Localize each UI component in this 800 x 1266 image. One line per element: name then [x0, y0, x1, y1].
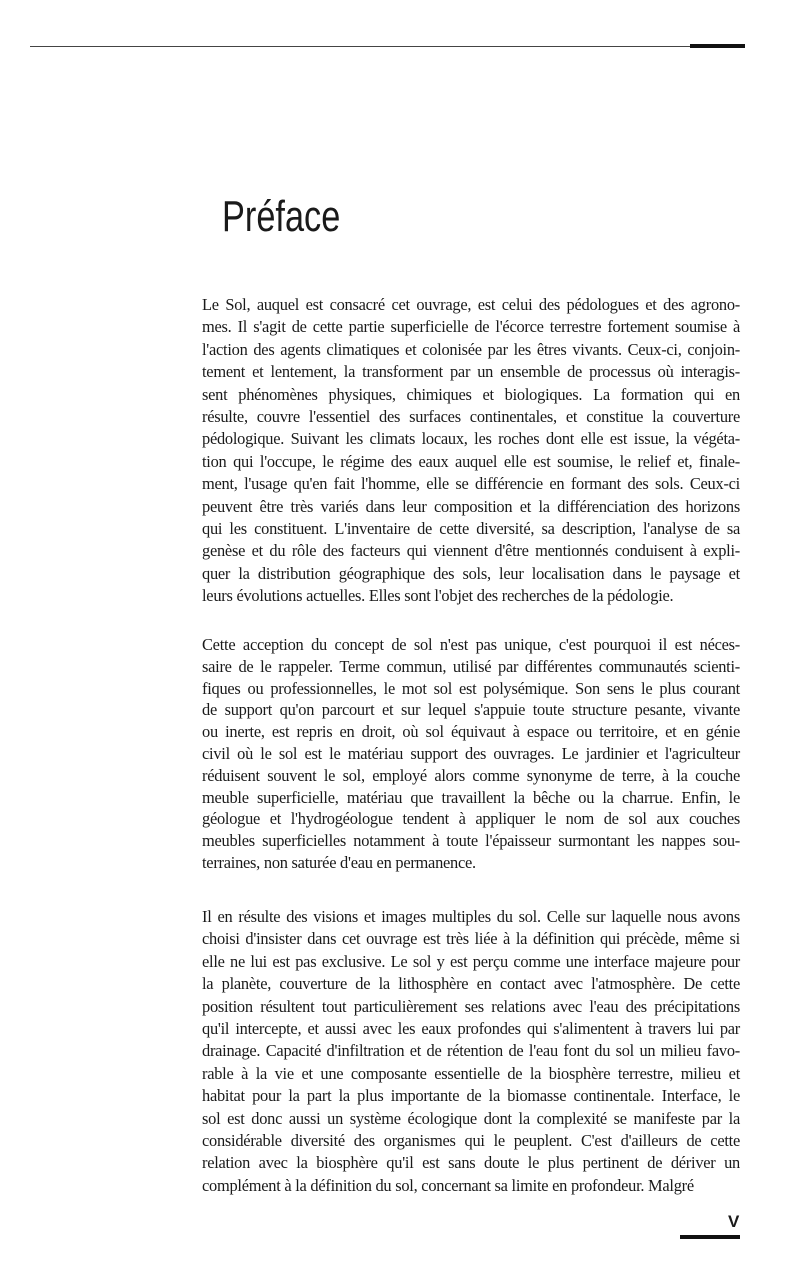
text-line: mes. Il s'agit de cette partie superficielle de l'écorce terrestre fortement soumise à — [202, 317, 740, 337]
text-line: tion qui l'occupe, le régime des eaux auquel elle est soumise, le relief et, finale- — [202, 451, 740, 471]
text-line: la planète, couverture de la lithosphère en contact avec l'atmosphère. De cette — [202, 974, 740, 994]
text-line: position résultent tout particulièrement ses relations avec l'eau des précipitations — [202, 996, 740, 1016]
text-line: drainage. Capacité d'infiltration et de rétention de l'eau font du sol un milieu favo- — [202, 1041, 740, 1061]
paragraph-1 — [202, 294, 740, 607]
text-line: l'action des agents climatiques et colonisée par les êtres vivants. Ceux-ci, conjoin- — [202, 339, 740, 359]
text-line: civil où le sol est le matériau support des ouvrages. Le jardinier et l'agriculteur — [202, 743, 740, 763]
text-line: genèse et du rôle des facteurs qui viennent d'être mentionnés conduisent à expli- — [202, 541, 740, 561]
text-line: complément à la définition du sol, concernant sa limite en profondeur. Malgré — [202, 1175, 694, 1195]
page-number: V — [728, 1212, 740, 1231]
text-line: meuble superficielle, matériau que travaillent la bêche ou la charrue. Enfin, le — [202, 787, 740, 807]
text-line: leurs évolutions actuelles. Elles sont l'objet des recherches de la pédologie. — [202, 586, 674, 606]
text-line: relation avec la biosphère qu'il est sans doute le plus pertinent de dériver un — [202, 1153, 740, 1173]
text-line: tement et lentement, la transforment par un ensemble de processus où interagis- — [202, 362, 740, 382]
text-line: quer la distribution géographique des sols, leur localisation dans le paysage et — [202, 563, 740, 583]
paragraph-3 — [202, 906, 740, 1197]
text-line: fiques ou professionnelles, le mot sol est polysémique. Son sens le plus courant — [202, 678, 740, 698]
text-line: pédologique. Suivant les climats locaux, les roches dont elle est issue, la végéta- — [202, 429, 740, 449]
page-number-rule — [680, 1235, 740, 1239]
text-line: résulte, couvre l'essentiel des surfaces continentales, et constitue la couverture — [202, 406, 740, 426]
text-line: rable à la vie et une composante essentielle de la biosphère terrestre, milieu et — [202, 1063, 740, 1083]
text-line: Le Sol, auquel est consacré cet ouvrage, est celui des pédologues et des agrono- — [202, 295, 740, 314]
header-rule-accent — [690, 44, 745, 48]
text-line: de support qu'on parcourt et sur lequel s'appuie toute structure pesante, vivante — [202, 700, 740, 720]
text-line: géologue et l'hydrogéologue tendent à appliquer le nom de sol aux couches — [202, 809, 740, 829]
text-line: qu'il intercepte, et aussi avec les eaux profondes qui s'alimentent à travers lui par — [202, 1018, 740, 1038]
text-line: peuvent être très variés dans leur composition et la différenciation des horizons — [202, 496, 740, 516]
text-line: considérable diversité des organismes qui le peuplent. C'est d'ailleurs de cette — [202, 1130, 740, 1150]
text-line: meubles superficielles notamment à toute l'épaisseur surmontant les nappes sou- — [202, 831, 740, 851]
text-line: ment, l'usage qu'en fait l'homme, elle se différencie en formant des sols. Ceux-ci — [202, 474, 740, 494]
text-line: sol est donc aussi un système écologique dont la complexité se manifeste par la — [202, 1108, 740, 1128]
text-line: réduisent souvent le sol, employé alors comme synonyme de terre, à la couche — [202, 765, 740, 785]
header-rule — [30, 46, 745, 47]
paragraph-2 — [202, 634, 740, 874]
page-title: Préface — [222, 192, 341, 241]
text-line: elle ne lui est pas exclusive. Le sol y est perçu comme une interface majeure pour — [202, 951, 740, 971]
text-line: terraines, non saturée d'eau en permanence. — [202, 852, 476, 872]
text-line: Cette acception du concept de sol n'est pas unique, c'est pourquoi il est néces- — [202, 635, 740, 654]
text-line: habitat pour la part la plus importante de la biomasse continentale. Interface, le — [202, 1086, 740, 1106]
text-line: qui les constituent. L'inventaire de cette diversité, sa description, l'analyse de sa — [202, 518, 740, 538]
text-line: saire de le rappeler. Terme commun, utilisé par différentes communautés scienti- — [202, 656, 740, 676]
text-line: ou inerte, est repris en droit, où sol équivaut à espace ou territoire, et en génie — [202, 722, 740, 742]
text-line: Il en résulte des visions et images multiples du sol. Celle sur laquelle nous avons — [202, 907, 740, 926]
text-line: choisi d'insister dans cet ouvrage est très liée à la définition qui précède, même si — [202, 929, 740, 949]
text-line: sent phénomènes physiques, chimiques et biologiques. La formation qui en — [202, 384, 740, 404]
